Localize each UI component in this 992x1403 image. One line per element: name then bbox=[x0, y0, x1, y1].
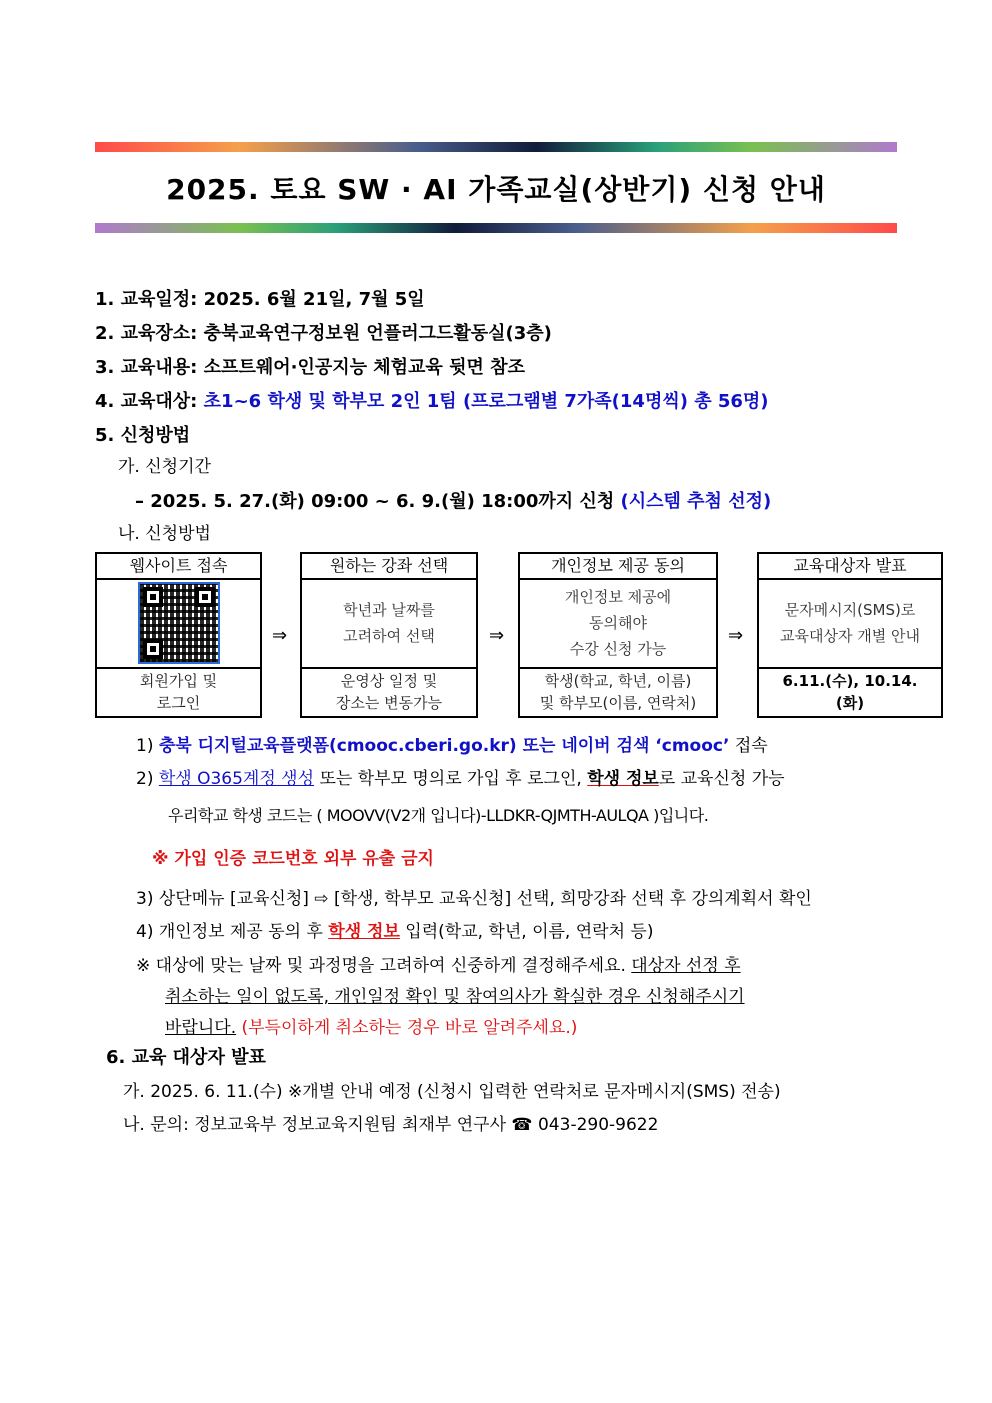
note-2 bbox=[136, 764, 785, 789]
announce-date: 가. 2025. 6. 11.(수) ※개별 안내 예정 (신청시 입력한 연락처로 문자메시지(SMS) 전송) bbox=[123, 1082, 781, 1102]
item-method: 5. 신청방법 bbox=[95, 425, 191, 446]
step-footer: 6.11.(수), 10.14. (화) bbox=[782, 671, 918, 712]
caution-line-3 bbox=[165, 1013, 577, 1038]
arrow-icon: ⇒ bbox=[272, 625, 288, 646]
caution-underlined: 바랍니다. bbox=[165, 1018, 237, 1038]
caution-line-1 bbox=[136, 951, 741, 976]
title-bottom-bar bbox=[95, 223, 897, 233]
period-note: (시스템 추첨 선정) bbox=[620, 491, 772, 512]
note-1-tail: 접속 bbox=[734, 736, 768, 756]
step-header: 개인정보 제공 동의 bbox=[520, 554, 716, 580]
note-4 bbox=[136, 917, 653, 942]
caution-text: ※ 대상에 맞는 날짜 및 과정명을 고려하여 신중하게 결정해주세요. bbox=[136, 956, 626, 976]
note-2-tail: 로 교육신청 가능 bbox=[658, 769, 785, 789]
step-footer: 회원가입 및 로그인 bbox=[139, 671, 218, 712]
note-4-student-info: 학생 정보 bbox=[328, 922, 400, 942]
step-header: 웹사이트 접속 bbox=[97, 554, 260, 580]
page-title: 2025. 토요 SW · AI 가족교실(상반기) 신청 안내 bbox=[166, 173, 826, 206]
item-schedule bbox=[95, 285, 425, 311]
step-privacy-consent bbox=[518, 552, 718, 718]
item-location bbox=[95, 319, 552, 345]
item-label: 1. 교육일정: bbox=[95, 289, 198, 310]
step-footer: 운영상 일정 및 장소는 변동가능 bbox=[335, 671, 443, 712]
qr-code-icon[interactable] bbox=[138, 582, 220, 664]
arrow-icon: ⇒ bbox=[728, 625, 744, 646]
step-body: 개인정보 제공에 동의해야 수강 신청 가능 bbox=[520, 578, 716, 669]
title-top-bar bbox=[95, 142, 897, 152]
step-body: 문자메시지(SMS)로 교육대상자 개별 안내 bbox=[759, 578, 941, 669]
announce-heading: 6. 교육 대상자 발표 bbox=[106, 1047, 266, 1068]
item-value: 소프트웨어·인공지능 체험교육 뒷면 참조 bbox=[203, 357, 525, 378]
period-heading: 가. 신청기간 bbox=[118, 457, 211, 477]
code-warning: ※ 가입 인증 코드번호 외부 유출 금지 bbox=[152, 849, 434, 869]
note-4-tail: 입력(학교, 학년, 이름, 연락처 등) bbox=[405, 922, 654, 942]
step-footer: 학생(학교, 학년, 이름) 및 학부모(이름, 연락처) bbox=[539, 671, 697, 712]
o365-account-link[interactable]: 학생 O365계정 생성 bbox=[158, 769, 315, 789]
item-label: 2. 교육장소: bbox=[95, 323, 198, 344]
contact-info: 나. 문의: 정보교육부 정보교육지원팀 최재부 연구사 ☎ 043-290-9622 bbox=[123, 1115, 659, 1135]
item-target bbox=[95, 387, 769, 413]
item-label: 4. 교육대상: bbox=[95, 391, 198, 412]
note-2-mid: 또는 학부모 명의로 가입 후 로그인, bbox=[319, 769, 582, 789]
step-body bbox=[97, 578, 260, 669]
step-website bbox=[95, 552, 262, 718]
step-header: 교육대상자 발표 bbox=[759, 554, 941, 580]
caution-line-2: 취소하는 일이 없도록, 개인일정 확인 및 참여의사가 확실한 경우 신청해주시기 bbox=[165, 987, 745, 1007]
step-body: 학년과 날짜를 고려하여 선택 bbox=[302, 578, 476, 669]
arrow-icon: ⇒ bbox=[489, 625, 505, 646]
item-label: 3. 교육내용: bbox=[95, 357, 198, 378]
note-1 bbox=[136, 731, 768, 756]
note-number: 2) bbox=[136, 769, 154, 789]
period-text: – 2025. 5. 27.(화) 09:00 ~ 6. 9.(월) 18:00까지 신청 bbox=[135, 491, 615, 512]
note-2-student-info: 학생 정보 bbox=[587, 769, 659, 789]
item-value: 충북교육연구정보원 언플러그드활동실(3층) bbox=[203, 323, 552, 344]
item-content bbox=[95, 353, 525, 379]
school-code-line: 우리학교 학생 코드는 ( MOOVV(V2개 입니다)-LLDKR-QJMTH-AULQA )입니다. bbox=[168, 806, 709, 825]
step-header: 원하는 강좌 선택 bbox=[302, 554, 476, 580]
period-line bbox=[135, 487, 771, 513]
caution-underlined: 대상자 선정 후 bbox=[631, 956, 741, 976]
note-3: 3) 상단메뉴 [교육신청] ⇨ [학생, 학부모 교육신청] 선택, 희망강좌 선택 후 강의계획서 확인 bbox=[136, 889, 812, 909]
step-course-select bbox=[300, 552, 478, 718]
step-announcement bbox=[757, 552, 943, 718]
note-4-pre: 4) 개인정보 제공 동의 후 bbox=[136, 922, 323, 942]
note-1-link-text[interactable]: 충북 디지털교육플랫폼(cmooc.cberi.go.kr) 또는 네이버 검색 ‘cmooc’ bbox=[158, 736, 730, 756]
item-value: 초1~6 학생 및 학부모 2인 1팀 (프로그램별 7가족(14명씩) 총 56명) bbox=[203, 391, 769, 412]
caution-red-note: (부득이하게 취소하는 경우 바로 알려주세요.) bbox=[241, 1018, 578, 1038]
note-number: 1) bbox=[136, 736, 154, 756]
method-heading: 나. 신청방법 bbox=[118, 524, 211, 544]
item-value: 2025. 6월 21일, 7월 5일 bbox=[203, 289, 425, 310]
